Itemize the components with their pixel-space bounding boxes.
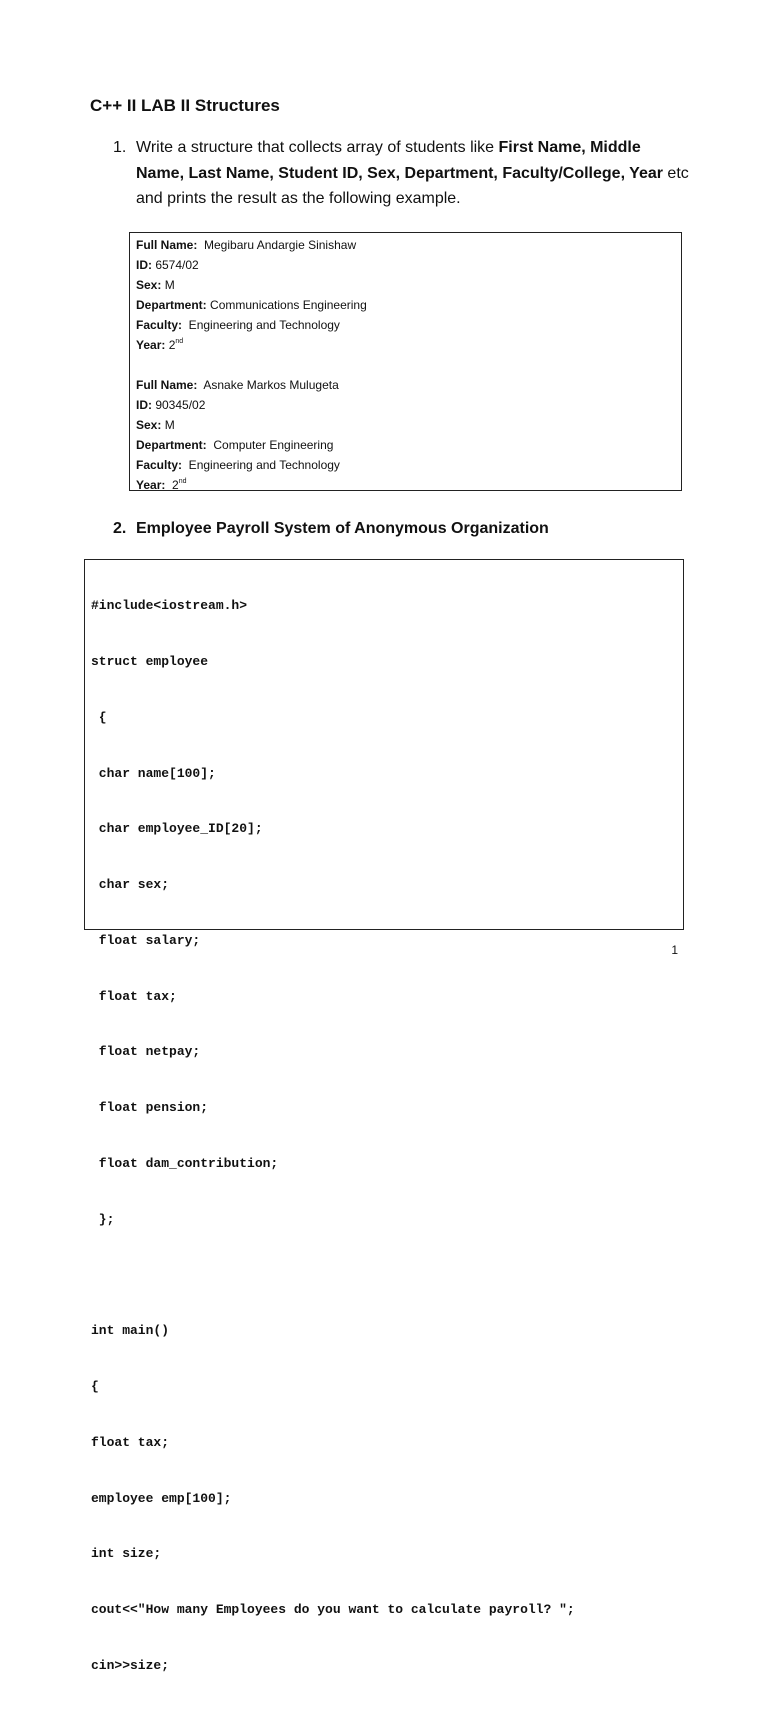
code-line bbox=[91, 1267, 683, 1286]
full-name-value: Asnake Markos Mulugeta bbox=[197, 378, 339, 392]
code-line: float dam_contribution; bbox=[91, 1156, 279, 1171]
question-1-fields: First Name, Middle Name, Last Name, Student ID, Sex, Department, Faculty/College, Year bbox=[136, 139, 663, 182]
question-1-text bbox=[136, 135, 693, 212]
code-line: char name[100]; bbox=[91, 765, 216, 781]
faculty-line bbox=[136, 455, 681, 475]
sex-label: Sex: bbox=[136, 418, 162, 432]
code-line: char sex; bbox=[91, 877, 170, 893]
code-line: char employee_ID[20]; bbox=[91, 821, 263, 837]
question-1 bbox=[113, 135, 693, 212]
code-line: { bbox=[91, 709, 107, 725]
department-label: Department: bbox=[136, 298, 207, 312]
example-output-box bbox=[129, 232, 682, 491]
code-line: int main() bbox=[91, 1323, 170, 1339]
code-line: { bbox=[91, 1379, 99, 1395]
code-line: int size; bbox=[91, 1546, 162, 1562]
code-line: }; bbox=[91, 1211, 115, 1227]
question-1-intro: Write a structure that collects array of students like bbox=[136, 139, 499, 156]
record-spacer bbox=[136, 355, 681, 375]
code-line: float tax; bbox=[91, 988, 177, 1004]
id-label: ID: bbox=[136, 258, 152, 272]
year-line bbox=[136, 475, 681, 495]
code-line: cin>>size; bbox=[91, 1658, 170, 1674]
document-title: C++ II LAB II Structures bbox=[90, 96, 280, 115]
year-suffix: nd bbox=[175, 338, 184, 345]
faculty-value: Engineering and Technology bbox=[182, 458, 340, 472]
department-value: Computer Engineering bbox=[206, 438, 334, 452]
page-number: 1 bbox=[671, 943, 678, 957]
faculty-line bbox=[136, 315, 681, 335]
sex-value: M bbox=[161, 278, 175, 292]
student-record bbox=[136, 375, 681, 495]
question-2-text: Employee Payroll System of Anonymous Organization bbox=[136, 520, 549, 537]
code-line: float netpay; bbox=[91, 1044, 201, 1060]
full-name-line bbox=[136, 235, 681, 255]
code-line: #include<iostream.h> bbox=[91, 598, 248, 614]
full-name-label: Full Name: bbox=[136, 238, 198, 252]
sex-label: Sex: bbox=[136, 278, 162, 292]
year-label: Year: bbox=[136, 478, 166, 492]
sex-line bbox=[136, 415, 681, 435]
code-listing bbox=[84, 559, 684, 1674]
code-line: employee emp[100]; bbox=[91, 1490, 232, 1506]
code-line: cout<<"How many Employees do you want to calculate payroll? "; bbox=[91, 1602, 575, 1618]
faculty-value: Engineering and Technology bbox=[182, 318, 340, 332]
year-suffix: nd bbox=[178, 478, 187, 485]
id-line bbox=[136, 255, 681, 275]
id-label: ID: bbox=[136, 398, 152, 412]
question-1-number: 1. bbox=[113, 139, 127, 156]
id-value: 90345/02 bbox=[152, 398, 206, 412]
year-label: Year: bbox=[136, 338, 166, 352]
code-line: struct employee bbox=[91, 653, 209, 669]
faculty-label: Faculty: bbox=[136, 458, 183, 472]
year-line bbox=[136, 335, 681, 355]
sex-line bbox=[136, 275, 681, 295]
id-line bbox=[136, 395, 681, 415]
student-record bbox=[136, 235, 681, 355]
department-label: Department: bbox=[136, 438, 207, 452]
full-name-value: Megibaru Andargie Sinishaw bbox=[197, 238, 357, 252]
department-value: Communications Engineering bbox=[206, 298, 367, 312]
code-line: float tax; bbox=[91, 1434, 170, 1450]
code-line: float salary; bbox=[91, 932, 201, 948]
year-value: 2 bbox=[165, 478, 179, 492]
full-name-line bbox=[136, 375, 681, 395]
department-line bbox=[136, 435, 681, 455]
question-2-number: 2. bbox=[113, 520, 127, 537]
question-2 bbox=[113, 520, 549, 538]
id-value: 6574/02 bbox=[152, 258, 199, 272]
code-line: float pension; bbox=[91, 1100, 209, 1116]
full-name-label: Full Name: bbox=[136, 378, 198, 392]
question-1-end: etc and prints the result as the following example. bbox=[136, 164, 689, 207]
year-value: 2 bbox=[165, 338, 176, 352]
department-line bbox=[136, 295, 681, 315]
sex-value: M bbox=[161, 418, 175, 432]
faculty-label: Faculty: bbox=[136, 318, 183, 332]
